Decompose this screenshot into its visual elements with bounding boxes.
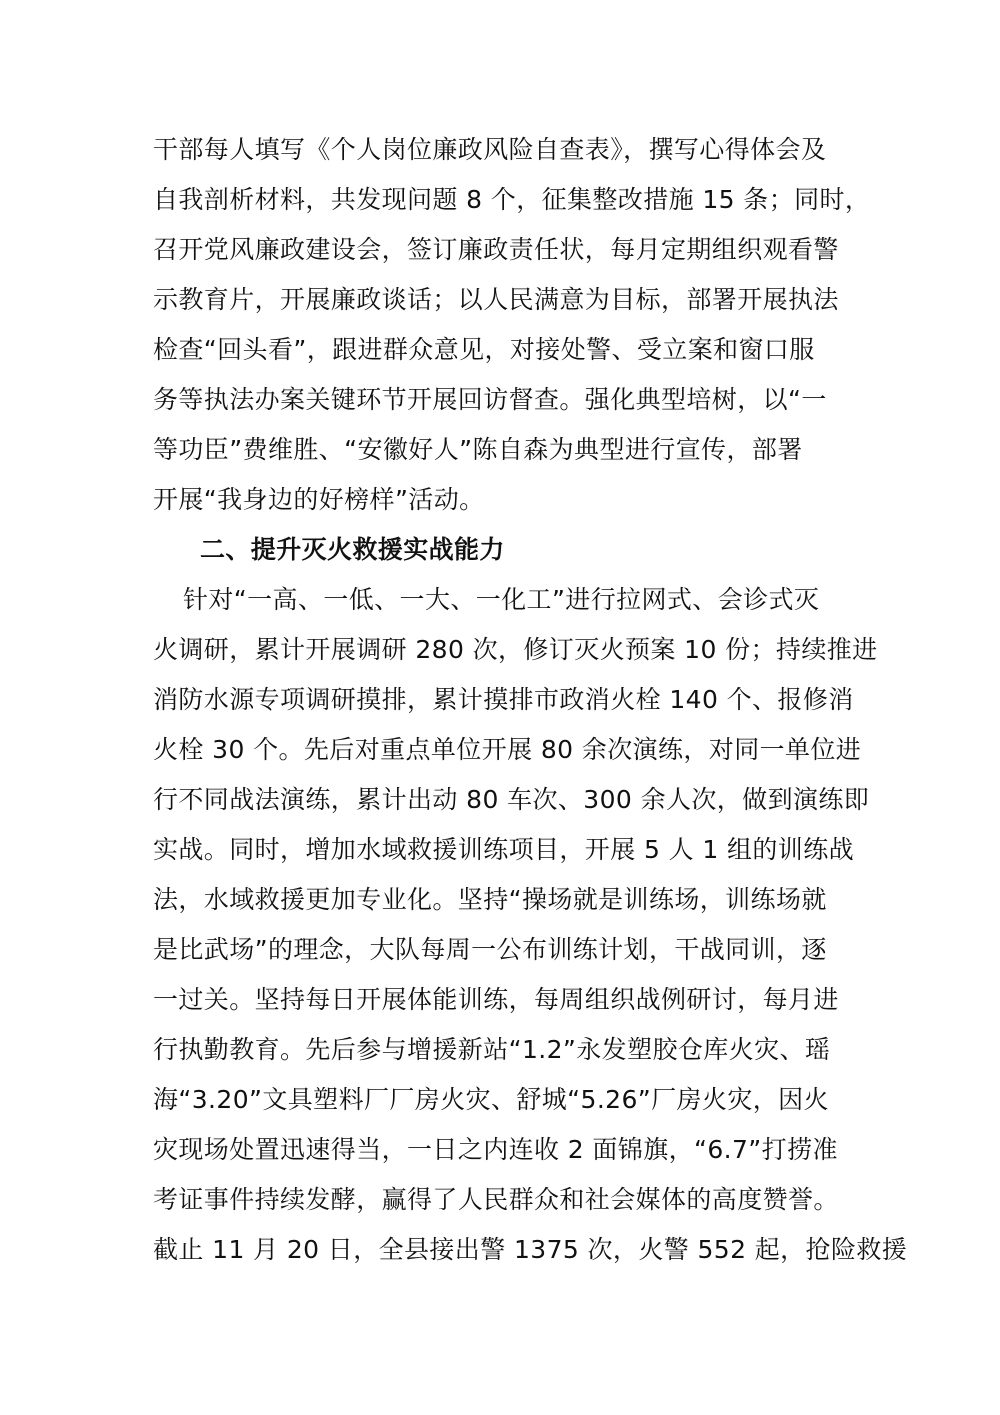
paragraph-line: 消防水源专项调研摸排，累计摸排市政消火栓 140 个、报修消 (153, 685, 854, 714)
paragraph-line: 火调研，累计开展调研 280 次，修订灭火预案 10 份；持续推进 (153, 635, 878, 664)
paragraph-line: 自我剖析材料，共发现问题 8 个，征集整改措施 15 条；同时， (153, 185, 871, 214)
paragraph-line: 是比武场”的理念，大队每周一公布训练计划，干战同训，逐 (153, 935, 827, 964)
paragraph-line: 务等执法办案关键环节开展回访督查。强化典型培树，以“一 (153, 385, 827, 414)
paragraph-line: 实战。同时，增加水域救援训练项目，开展 5 人 1 组的训练战 (153, 835, 855, 864)
paragraph-line: 火栓 30 个。先后对重点单位开展 80 余次演练，对同一单位进 (153, 735, 862, 764)
section-heading: 二、提升灭火救援实战能力 (200, 535, 505, 564)
paragraph-line: 召开党风廉政建设会，签订廉政责任状，每月定期组织观看警 (153, 235, 839, 264)
paragraph-line: 法，水域救援更加专业化。坚持“操场就是训练场，训练场就 (153, 885, 827, 914)
paragraph-line: 开展“我身边的好榜样”活动。 (153, 485, 485, 514)
paragraph-line: 行不同战法演练，累计出动 80 车次、300 余人次，做到演练即 (153, 785, 870, 814)
paragraph-line: 考证事件持续发酵，赢得了人民群众和社会媒体的高度赞誉。 (153, 1185, 839, 1214)
paragraph-line: 海“3.20”文具塑料厂厂房火灾、舒城“5.26”厂房火灾，因火 (153, 1085, 829, 1114)
paragraph-line: 行执勤教育。先后参与增援新站“1.2”永发塑胶仓库火灾、瑶 (153, 1035, 831, 1064)
paragraph-line: 干部每人填写《个人岗位廉政风险自查表》，撰写心得体会及 (153, 135, 827, 164)
paragraph-line: 示教育片，开展廉政谈话；以人民满意为目标，部署开展执法 (153, 285, 839, 314)
paragraph-line: 一过关。坚持每日开展体能训练，每周组织战例研讨，每月进 (153, 985, 839, 1014)
paragraph-line: 截止 11 月 20 日，全县接出警 1375 次，火警 552 起，抢险救援 (153, 1235, 908, 1264)
paragraph-line: 检查“回头看”，跟进群众意见，对接处警、受立案和窗口服 (153, 335, 815, 364)
paragraph-line: 针对“一高、一低、一大、一化工”进行拉网式、会诊式灭 (183, 585, 820, 614)
paragraph-line: 等功臣”费维胜、“安徽好人”陈自森为典型进行宣传，部署 (153, 435, 803, 464)
paragraph-line: 灾现场处置迅速得当，一日之内连收 2 面锦旗，“6.7”打捞准 (153, 1135, 838, 1164)
